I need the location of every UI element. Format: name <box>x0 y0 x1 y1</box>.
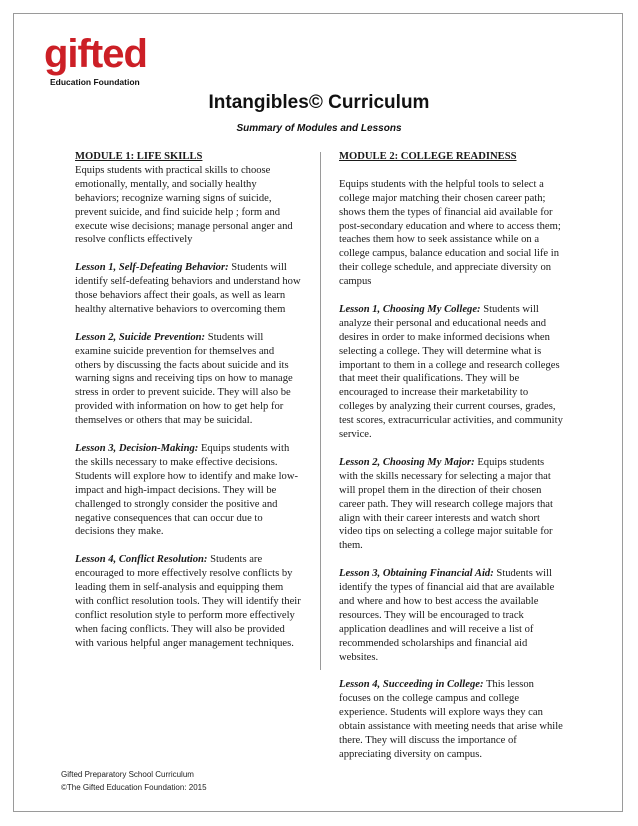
module-2-lesson-3 <box>339 567 565 664</box>
module-1-column <box>75 150 301 664</box>
lesson-text: Students are encouraged to more effectively resolve conflicts by leading them in self-analysis and equipping them with conflict resolution tools. They will identify their conflict resolution style to perform more effectively when facing conflicts. They will also be provided with various helpful anger management techniques. <box>75 554 301 649</box>
module-2-intro: Equips students with the helpful tools to select a college major matching their chosen career path; shows them the types of financial aid available for post-secondary education and where to access them; teaches them how to seek assistance while on a college campus, balance education and social life in their college schedule, and appreciate diversity on campus <box>339 178 561 288</box>
lesson-title: Lesson 3, Obtaining Financial Aid: <box>339 568 494 580</box>
logo-word-part1: gif <box>44 32 90 76</box>
lesson-text: Students will identify the types of financial aid that are available and where and how to best access the available resources. They will be encouraged to track application deadlines and will receive a list of recommended scholarships and financial aid websites. <box>339 568 555 663</box>
page-footer <box>61 768 207 794</box>
lesson-text: Students will identify self-defeating behaviors and understand how those behaviors affect their goals, as well as learn healthy alternative behaviors to overcoming them <box>75 262 301 315</box>
lesson-text: Equips students with the skills necessary to make effective decisions. Students will explore how to identify and make low-impact and high-impact decisions. They will be challenged to strongly consider the positive and negative consequences that can occur due to decisions they make. <box>75 442 299 538</box>
gifted-logo <box>44 34 174 94</box>
module-2-lesson-4 <box>339 678 565 761</box>
module-2-column <box>339 150 565 776</box>
module-1-intro: Equips students with practical skills to choose emotionally, mentally, and socially healthy behaviors; recognize warning signs of suicide, prevent suicide, and find suicide help ; form and execute wise decisions; manage personal anger and resolve conflicts effectively <box>75 164 293 246</box>
module-1-lesson-1 <box>75 261 301 317</box>
module-2-title: MODULE 2: COLLEGE READINESS <box>339 151 517 162</box>
module-1-title: MODULE 1: LIFE SKILLS <box>75 151 203 162</box>
document-title: Intangibles© Curriculum <box>208 92 430 113</box>
column-divider <box>320 152 321 670</box>
logo-word-part2: ted <box>89 32 147 76</box>
footer-line-2: ©The Gifted Education Foundation: 2015 <box>61 783 207 792</box>
lesson-title: Lesson 4, Conflict Resolution: <box>75 554 208 566</box>
lesson-title: Lesson 3, Decision-Making: <box>75 442 199 454</box>
lesson-text: This lesson focuses on the college campus and college experience. Students will explore ways they can obtain assistance with meeting needs that arise while there. They will discuss the importance of appreciating diversity on campus. <box>339 679 563 760</box>
footer-line-1: Gifted Preparatory School Curriculum <box>61 770 194 779</box>
lesson-title: Lesson 1, Self-Defeating Behavior: <box>75 262 229 274</box>
lesson-title: Lesson 1, Choosing My College: <box>339 303 481 315</box>
module-1-lesson-3 <box>75 442 301 539</box>
lesson-title: Lesson 4, Succeeding in College: <box>339 679 484 691</box>
module-1-lesson-4 <box>75 553 301 650</box>
module-2-lesson-2 <box>339 456 565 553</box>
spacer <box>339 164 565 178</box>
logo-subtitle: Education Foundation <box>50 77 140 87</box>
lesson-text: Students will examine suicide prevention for themselves and others by discussing the facts about suicide and its warning signs and receiving tips on how to manage stress in order to prevent suicide. They will also be provided with information on how to get help for themselves or others that may be suicidal. <box>75 331 293 427</box>
lesson-text: Students will analyze their personal and educational needs and desires in order to make informed decisions when selecting a college. They will determine what is important to them in a college and research colleges that meet their qualifications. They will be encouraged to increase their marketability to colleges by analyzing their current courses, grades, test scores, extracurricular activities, and community service. <box>339 303 563 441</box>
module-1-lesson-2 <box>75 331 301 428</box>
document-subtitle: Summary of Modules and Lessons <box>236 123 402 134</box>
logo-wordmark <box>44 34 147 74</box>
lesson-title: Lesson 2, Choosing My Major: <box>339 456 475 468</box>
lesson-text: Equips students with the skills necessary for selecting a major that will propel them in the direction of their chosen career path. They will research college majors that align with their career interests and watch short video tips on selecting a college major suitable for them. <box>339 456 553 552</box>
module-2-lesson-1 <box>339 303 565 442</box>
lesson-title: Lesson 2, Suicide Prevention: <box>75 331 206 343</box>
